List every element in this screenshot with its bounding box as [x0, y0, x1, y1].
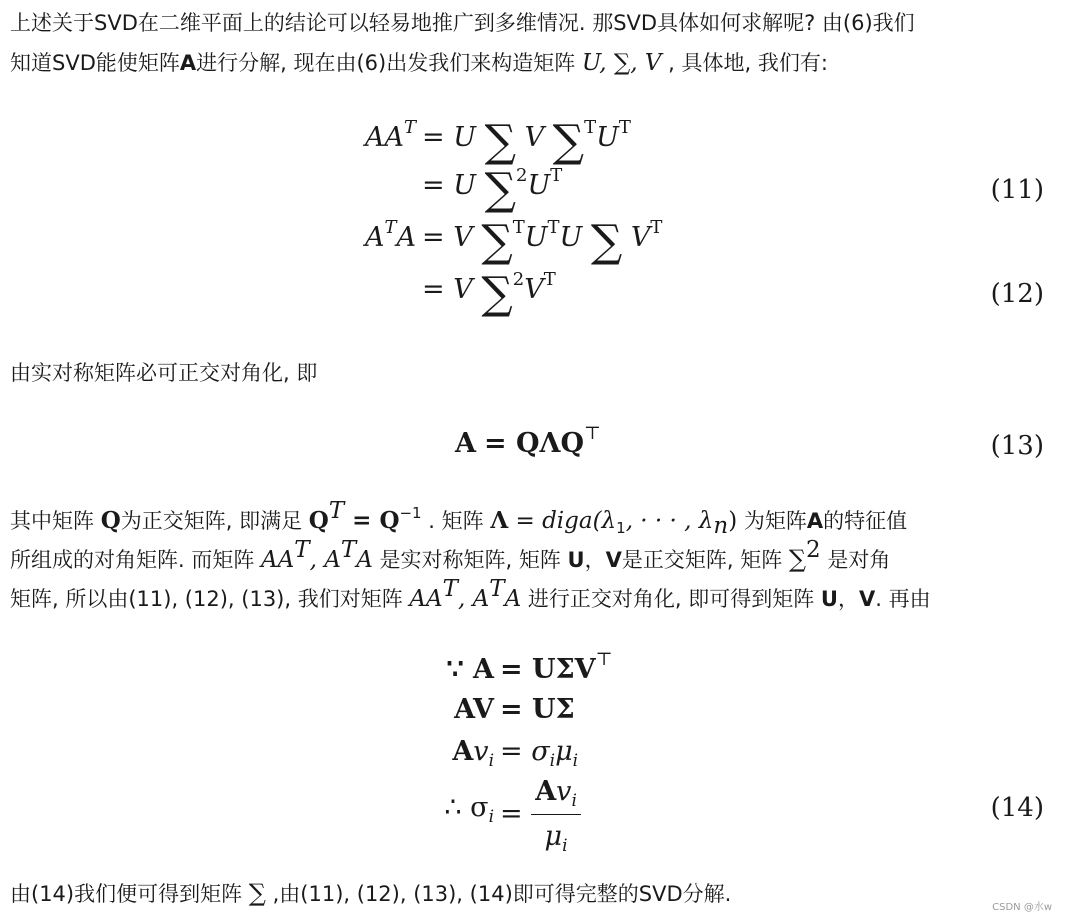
para2-line-2: 所组成的对角矩阵. 而矩阵 $AA^T$, $A^TA$ 是实对称矩阵, 矩阵 U，V是正交矩阵, 矩阵 ∑$^2$ 是对角 [10, 537, 891, 573]
para2-line-3: 矩阵, 所以由(11), (12), (13), 我们对矩阵 $AA^T$, $A^TA$ 进行正交对角化, 即可得到矩阵 U，V. 再由 [10, 576, 931, 612]
eq12-rhs-1: = V $\sum^TU^TU$ ∑ $V^T$ [422, 216, 663, 267]
eq11-tag: (11) [990, 175, 1044, 205]
eq14-line1 [0, 650, 1066, 690]
eq13 [0, 424, 1066, 468]
eq13-lhs: A [455, 428, 476, 459]
eq12-rhs-2: = V $\sum^2V^T$ [422, 268, 556, 319]
sum-icon: ∑ [484, 164, 516, 215]
eq14-line3 [0, 732, 1066, 772]
sum-icon: ∑ [248, 879, 266, 907]
eq14-rhs-4: = $\frac{Av_i}{\mu_i}$ [500, 772, 581, 857]
eq11-rhs-2: = U $\sum^2U^T$ [422, 164, 563, 215]
eq14-line4 [0, 772, 1066, 856]
eq12-line2 [0, 270, 1066, 320]
sum-icon: ∑ [590, 216, 623, 267]
eq14-rhs-3: = $\sigma_i\mu_i$ [500, 736, 579, 771]
intro-bold-A: A [179, 51, 197, 75]
intro-text-1: 上述关于SVD在二维平面上的结论可以轻易地推广到多维情况. 那SVD具体如何求解呢? 由(6)我们 [10, 11, 915, 35]
sum-icon: ∑ [481, 268, 513, 319]
eq14-rhs-1: = UΣV⊤ [500, 649, 613, 685]
eq14-lhs-4: ∴ $\sigma_i$ [444, 792, 494, 827]
intro-text-2c: , 具体地, 我们有: [661, 51, 828, 75]
eq14-lhs-1: ∵ A [446, 654, 494, 685]
sum-icon: ∑ [484, 116, 516, 167]
sum-icon: ∑ [481, 216, 513, 267]
intro-text-2b: 进行分解, 现在由(6)出发我们来构造矩阵 [196, 51, 582, 75]
intro-math-usv: U, ∑, V [581, 50, 662, 76]
intro-line-2 [10, 44, 1050, 82]
sum-icon: ∑ [788, 545, 807, 573]
final-line: 由(14)我们便可得到矩阵 ∑ ,由(11), (12), (13), (14)即可得完整的SVD分解. [10, 879, 732, 907]
eq11-rhs-1: = U ∑ V $\sum^TU^T$ [422, 116, 631, 167]
eq14-lhs-3: $Av_i$ [452, 736, 494, 771]
eq13-tag: (13) [990, 431, 1044, 461]
sym-sentence [10, 354, 1050, 392]
intro-line-1 [10, 4, 1050, 42]
intro-text-2a: 知道SVD能使矩阵 [10, 51, 180, 75]
eq12-lhs: $A^TA$ [364, 217, 416, 253]
eq14-rhs-2: = UΣ [500, 694, 575, 725]
eq14-lhs-2: AV [454, 694, 494, 725]
eq12-line1 [0, 218, 1066, 268]
eq11-lhs: $AA^T$ [364, 117, 416, 153]
eq14-tag: (14) [990, 793, 1044, 823]
eq11-line2 [0, 166, 1066, 216]
eq14-fraction: $\frac{Av_i}{\mu_i}$ [531, 772, 581, 857]
eq12-tag: (12) [990, 279, 1044, 309]
eq13-rhs: = QΛQ⊤ [484, 423, 601, 459]
watermark: CSDN @水w [992, 902, 1052, 913]
sym-text: 由实对称矩阵必可正交对角化, 即 [10, 361, 318, 385]
sum-icon: ∑ [552, 116, 585, 167]
para2-line-1: 其中矩阵 Q为正交矩阵, 即满足 $Q^T = Q^{-1}$ . 矩阵 $\Lambda = diga(\lambda_1$, · · · , $\lambda_n$) 为矩阵A的特征值 [10, 498, 908, 539]
eq14-line2 [0, 690, 1066, 730]
